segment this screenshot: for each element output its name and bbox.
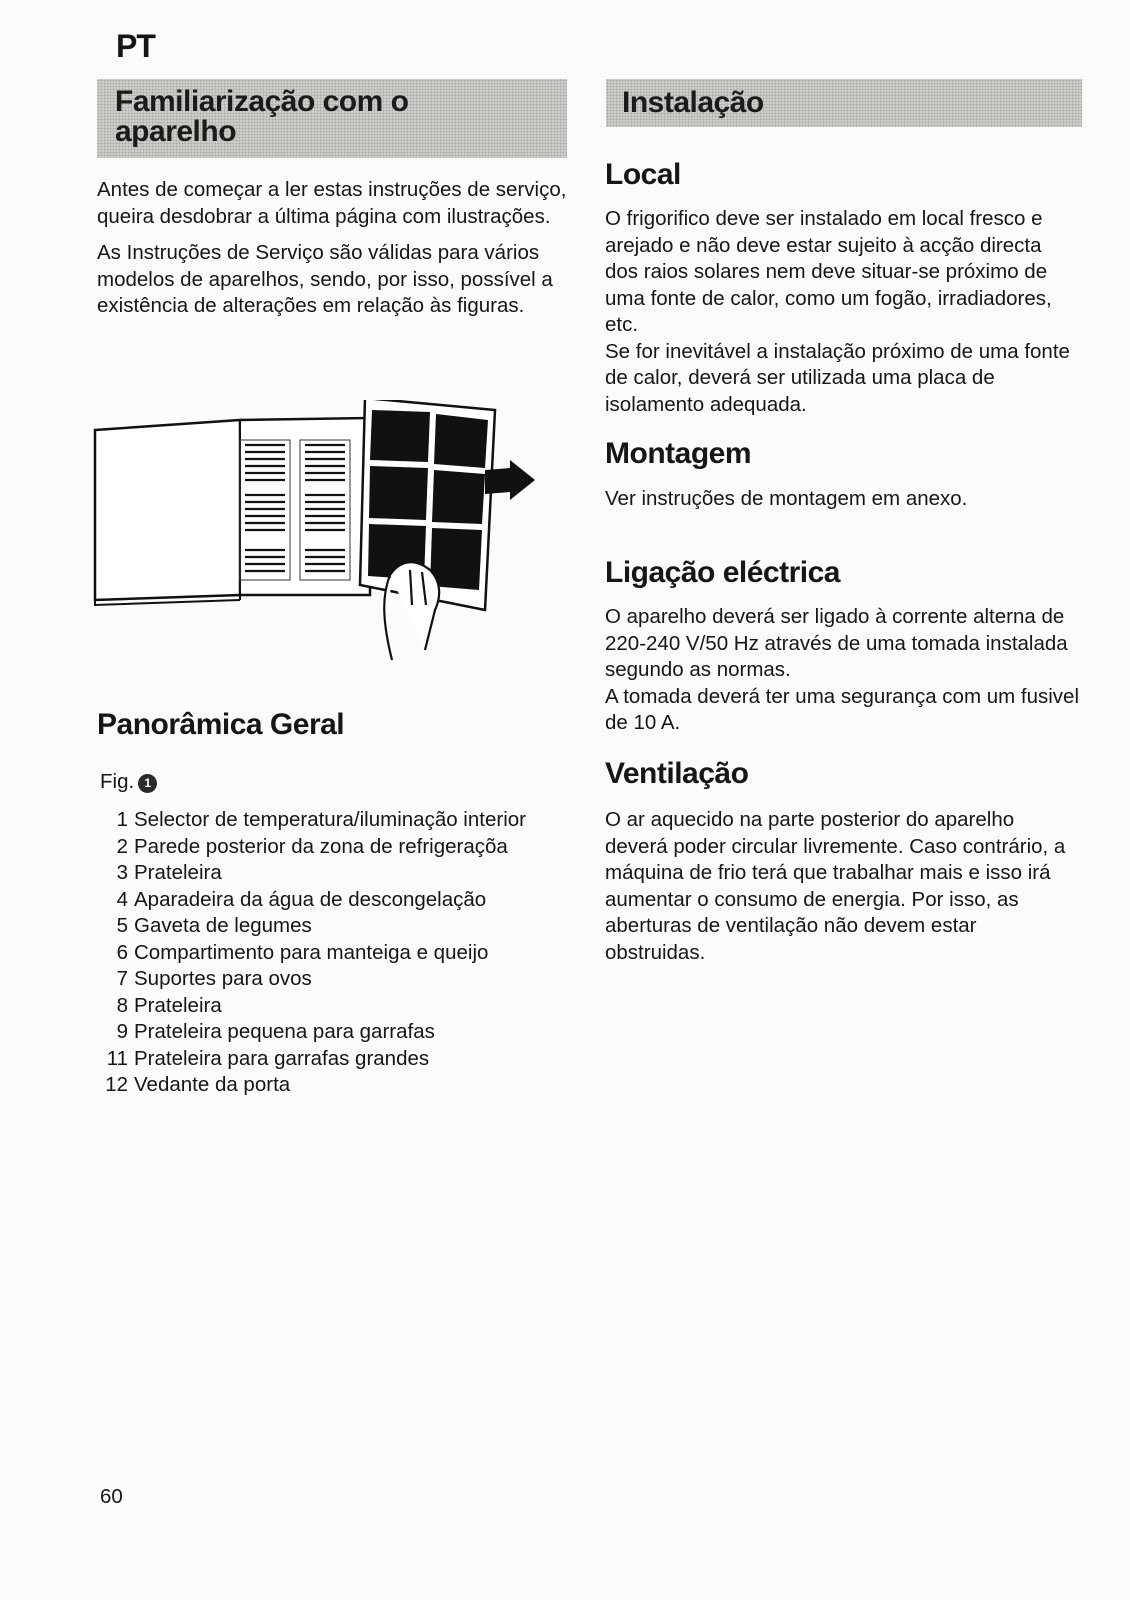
item-text: Prateleira <box>134 993 222 1017</box>
list-item <box>100 913 570 940</box>
section-band-familiarizacao <box>97 79 567 158</box>
list-item <box>100 940 570 967</box>
item-text: Prateleira para garrafas grandes <box>134 1046 430 1070</box>
item-text: Compartimento para manteiga e queijo <box>134 940 489 964</box>
item-number: 4 <box>116 887 128 911</box>
montagem-paragraph: Ver instruções de montagem em anexo. <box>605 487 968 510</box>
item-text: Prateleira pequena para garrafas <box>134 1020 435 1043</box>
item-number: 12 <box>105 1073 128 1096</box>
item-text: Parede posterior da zona de refrigeraçõa <box>134 834 508 858</box>
list-item <box>100 966 570 993</box>
section-band-instalacao <box>606 79 1082 127</box>
local-text <box>605 206 1080 418</box>
item-text: Vedante da porta <box>134 1073 291 1096</box>
ventilacao-text <box>605 807 1080 966</box>
list-item <box>100 1046 570 1073</box>
language-code: PT <box>116 28 155 64</box>
unfold-page-illustration <box>90 400 550 680</box>
item-number: 5 <box>116 914 128 937</box>
intro-paragraph-2: As Instruções de Serviço são válidas para vários modelos de aparelhos, sendo, por isso, possível a existência de alterações em relação às figuras. <box>97 241 553 317</box>
list-item <box>100 807 570 834</box>
figure-reference <box>100 770 157 794</box>
list-item <box>100 860 570 887</box>
ligacao-paragraph-2: A tomada deverá ter uma segurança com um fusivel de 10 A. <box>605 684 1080 734</box>
ligacao-text <box>605 604 1080 737</box>
band-title-line-1: Familiarização com o <box>115 85 409 118</box>
item-text: Suportes para ovos <box>134 967 312 990</box>
item-text: Selector de temperatura/iluminação interior <box>134 808 526 831</box>
item-number: 9 <box>116 1020 128 1043</box>
band-title: Instalação <box>622 86 764 119</box>
item-number: 3 <box>116 861 128 884</box>
intro-text <box>97 177 567 320</box>
page-number: 60 <box>100 1485 123 1508</box>
list-item <box>100 887 570 914</box>
list-item <box>100 993 570 1020</box>
list-item <box>100 1072 570 1099</box>
item-number: 1 <box>116 808 128 831</box>
figure-number-badge: 1 <box>138 774 157 793</box>
item-number: 7 <box>116 967 128 990</box>
montagem-heading: Montagem <box>605 437 751 470</box>
item-text: Prateleira <box>134 861 222 884</box>
item-number: 11 <box>106 1046 128 1070</box>
parts-list <box>100 807 570 1099</box>
item-text: Aparadeira da água de descongelação <box>134 887 487 911</box>
ligacao-paragraph-1: O aparelho deverá ser ligado à corrente alterna de 220-240 V/50 Hz através de uma tomada instalada segundo as normas. <box>605 605 1068 681</box>
ligacao-heading: Ligação eléctrica <box>605 556 840 589</box>
item-number: 8 <box>116 993 128 1017</box>
overview-heading: Panorâmica Geral <box>97 708 345 741</box>
list-item <box>100 1019 570 1046</box>
band-title-line-2: aparelho <box>115 115 237 148</box>
item-number: 2 <box>116 834 128 858</box>
local-heading: Local <box>605 158 681 191</box>
ventilacao-paragraph: O ar aquecido na parte posterior do aparelho deverá poder circular livremente. Caso contrário, a máquina de frio terá que trabalhar mais e isso irá aumentar o consumo de energia. Por isso, as aberturas de ventilação não devem estar obstruidas. <box>605 808 1066 964</box>
list-item <box>100 834 570 861</box>
item-text: Gaveta de legumes <box>134 914 312 937</box>
local-paragraph-1: O frigorifico deve ser instalado em local fresco e arejado e não deve estar sujeito à acção directa dos raios solares nem deve situar-se próximo de uma fonte de calor, como um fogão, irradiadores, etc. <box>605 207 1052 336</box>
montagem-text <box>605 486 1080 513</box>
item-number: 6 <box>116 940 128 964</box>
ventilacao-heading: Ventilação <box>605 757 749 790</box>
figure-label: Fig. <box>100 770 135 793</box>
intro-paragraph-1: Antes de começar a ler estas instruções de serviço, queira desdobrar a última página com ilustrações. <box>97 178 567 228</box>
local-paragraph-2: Se for inevitável a instalação próximo de uma fonte de calor, deverá ser utilizada uma placa de isolamento adequada. <box>605 339 1070 416</box>
